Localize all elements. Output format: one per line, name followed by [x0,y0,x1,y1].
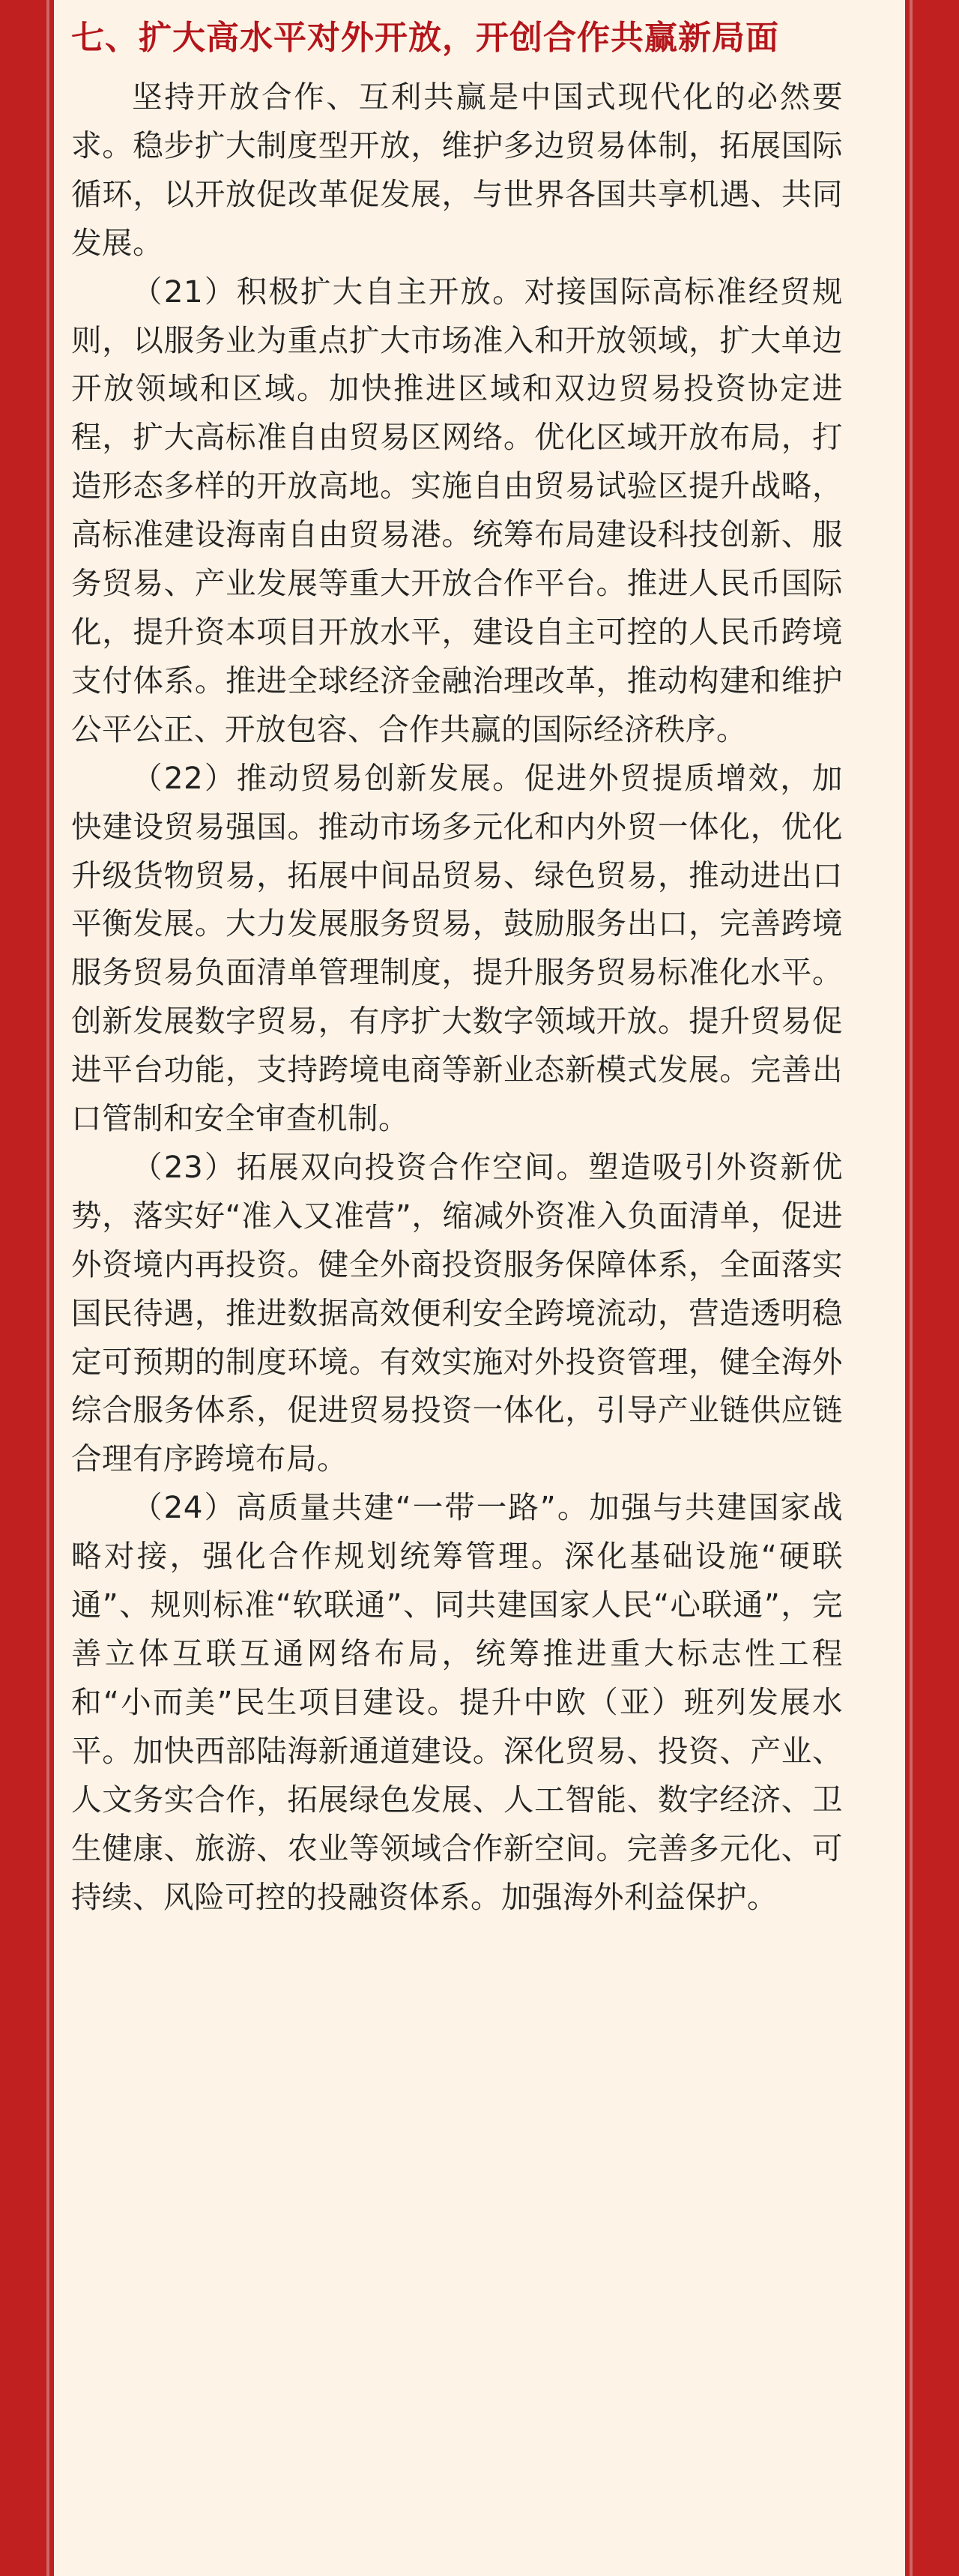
paragraph-21: （21）积极扩大自主开放。对接国际高标准经贸规则，以服务业为重点扩大市场准入和开放领域，扩大单边开放领域和区域。加快推进区域和双边贸易投资协定进程，扩大高标准自由贸易区网络。优化区域开放布局，打造形态多样的开放高地。实施自由贸易试验区提升战略，高标准建设海南自由贸易港。统筹布局建设科技创新、服务贸易、产业发展等重大开放合作平台。推进人民币国际化，提升资本项目开放水平，建设自主可控的人民币跨境支付体系。推进全球经济金融治理改革，推动构建和维护公平公正、开放包容、合作共赢的国际经济秩序。 [71,273,843,747]
paragraph-22: （22）推动贸易创新发展。促进外贸提质增效，加快建设贸易强国。推动市场多元化和内外贸一体化，优化升级货物贸易，拓展中间品贸易、绿色贸易，推动进出口平衡发展。大力发展服务贸易，鼓励服务出口，完善跨境服务贸易负面清单管理制度，提升服务贸易标准化水平。创新发展数字贸易，有序扩大数字领域开放。提升贸易促进平台功能，支持跨境电商等新业态新模式发展。完善出口管制和安全审查机制。 [71,759,843,1137]
section-heading: 七、扩大高水平对外开放，开创合作共赢新局面 [71,19,779,57]
paragraph-24: （24）高质量共建“一带一路”。加强与共建国家战略对接，强化合作规划统筹管理。深化基础设施“硬联通”、规则标准“软联通”、同共建国家人民“心联通”，完善立体互联互通网络布局，统筹推进重大标志性工程和“小而美”民生项目建设。提升中欧（亚）班列发展水平。加快西部陆海新通道建设。深化贸易、投资、产业、人文务实合作，拓展绿色发展、人工智能、数字经济、卫生健康、旅游、农业等领域合作新空间。完善多元化、可持续、风险可控的投融资体系。加强海外利益保护。 [71,1489,843,1915]
right-border-rule [910,0,913,2576]
left-border-rule [46,0,49,2576]
article-content [71,13,843,1921]
intro-paragraph: 坚持开放合作、互利共赢是中国式现代化的必然要求。稳步扩大制度型开放，维护多边贸易体制，拓展国际循环，以开放促改革促发展，与世界各国共享机遇、共同发展。 [71,79,843,261]
paragraph-23: （23）拓展双向投资合作空间。塑造吸引外资新优势，落实好“准入又准营”，缩减外资准入负面清单，促进外资境内再投资。健全外商投资服务保障体系，全面落实国民待遇，推进数据高效便利安全跨境流动，营造透明稳定可预期的制度环境。有效实施对外投资管理，健全海外综合服务体系，促进贸易投资一体化，引导产业链供应链合理有序跨境布局。 [71,1148,843,1477]
